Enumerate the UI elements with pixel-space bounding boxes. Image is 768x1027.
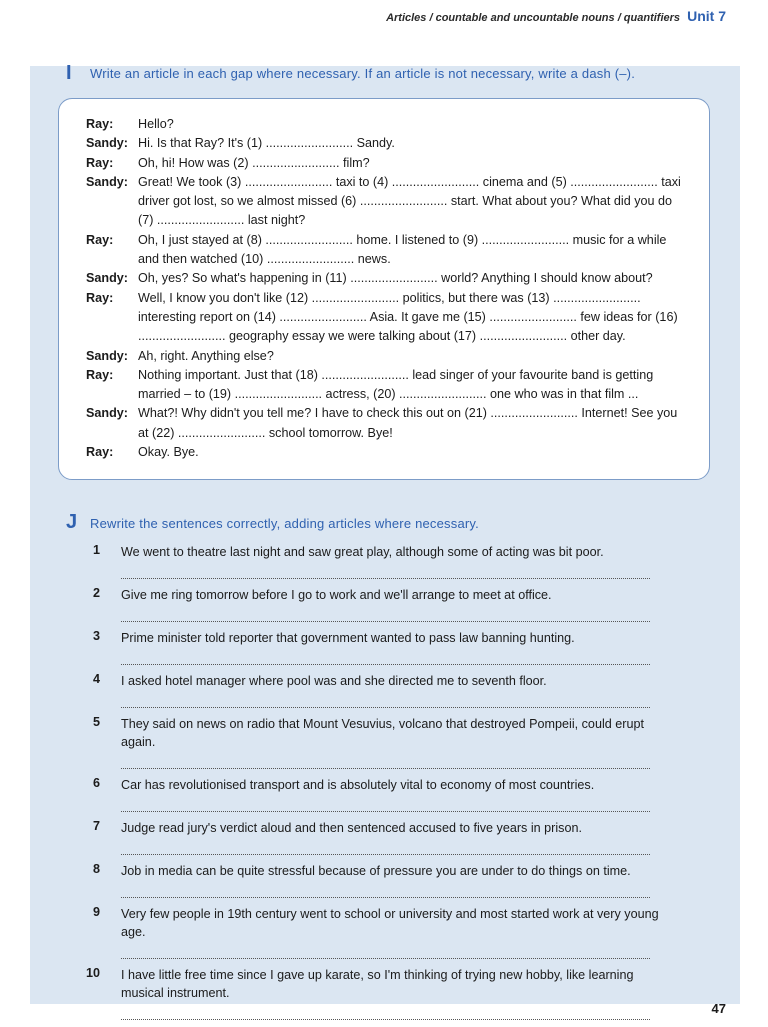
item-sentence: Give me ring tomorrow before I go to work and we'll arrange to meet at office.	[121, 588, 552, 602]
item-number: 10	[85, 966, 100, 980]
dialog-line	[86, 173, 686, 231]
dialog-text: Hi. Is that Ray? It's (1) ......................... Sandy.	[138, 136, 395, 151]
speaker-name: Ray:	[86, 232, 114, 247]
speaker-name: Ray:	[86, 117, 114, 131]
exercise-item	[78, 629, 678, 669]
speaker-name: Ray:	[86, 367, 114, 382]
dialog-text: What?! Why didn't you tell me? I have to check this out on (21) ......................... Internet! See you at (22) ......................... school tomorrow. Bye!	[138, 406, 678, 440]
item-number: 4	[92, 672, 100, 686]
answer-line[interactable]	[121, 604, 650, 622]
item-sentence: Car has revolutionised transport and is absolutely vital to economy of most countries.	[121, 778, 595, 792]
item-content	[121, 672, 678, 712]
item-sentence: Judge read jury's verdict aloud and then sentenced accused to five years in prison.	[121, 821, 582, 835]
section-i-letter: I	[66, 62, 72, 84]
item-number: 7	[92, 819, 100, 833]
item-content	[121, 862, 678, 902]
speaker-name: Sandy:	[86, 348, 128, 363]
item-sentence: Very few people in 19th century went to school or university and most started work at very young age.	[121, 907, 659, 939]
section-j-letter: J	[66, 511, 78, 533]
answer-line[interactable]	[121, 880, 650, 898]
running-header	[386, 8, 726, 24]
dialog-line	[86, 404, 686, 443]
section-j-title: Rewrite the sentences correctly, adding articles where necessary.	[90, 516, 479, 531]
exercise-item	[78, 966, 678, 1024]
page-number: 47	[711, 1001, 726, 1016]
speaker-name: Ray:	[86, 445, 114, 460]
answer-line[interactable]	[121, 837, 650, 855]
speaker-name: Sandy:	[86, 406, 128, 421]
exercise-item	[78, 586, 678, 626]
item-number: 3	[92, 629, 100, 643]
item-content	[121, 966, 678, 1024]
dialog-line	[86, 134, 686, 153]
dialog-line	[86, 115, 686, 134]
item-content	[121, 905, 678, 963]
item-content	[121, 715, 678, 773]
item-number: 1	[92, 543, 100, 557]
dialog-line	[86, 269, 686, 288]
answer-line[interactable]	[121, 941, 650, 959]
dialog	[86, 115, 686, 462]
item-number: 8	[92, 862, 100, 876]
item-sentence: We went to theatre last night and saw great play, although some of acting was bit poor.	[121, 545, 604, 559]
exercise-item	[78, 672, 678, 712]
dialog-text: Great! We took (3) ......................... taxi to (4) ......................... cinema and (5) ......................... taxi driver got lost, so we almost missed (6) ......................... start. What about you? What did you do (7) ......................... last night?	[138, 174, 681, 228]
answer-line[interactable]	[121, 794, 650, 812]
dialog-line	[86, 443, 686, 462]
speaker-name: Ray:	[86, 155, 114, 170]
dialog-text: Oh, hi! How was (2) ......................... film?	[138, 155, 370, 170]
item-sentence: Prime minister told reporter that government wanted to pass law banning hunting.	[121, 631, 575, 645]
answer-line[interactable]	[121, 690, 650, 708]
dialog-line	[86, 366, 686, 405]
exercise-item	[78, 776, 678, 816]
item-number: 5	[92, 715, 100, 729]
dialog-text: Ah, right. Anything else?	[138, 348, 274, 363]
item-content	[121, 629, 678, 669]
header-topic: Articles / countable and uncountable nouns / quantifiers	[386, 12, 681, 24]
exercise-item	[78, 862, 678, 902]
item-content	[121, 586, 678, 626]
dialog-text: Oh, yes? So what's happening in (11) ......................... world? Anything I should know about?	[138, 271, 653, 286]
item-sentence: Job in media can be quite stressful because of pressure you are under to do things on time.	[121, 864, 631, 878]
item-content	[121, 543, 678, 583]
speaker-name: Ray:	[86, 290, 114, 305]
dialog-text: Oh, I just stayed at (8) ......................... home. I listened to (9) ......................... music for a while and then watched (10) ......................... news.	[138, 232, 667, 267]
answer-line[interactable]	[121, 561, 650, 579]
dialog-line	[86, 289, 686, 347]
item-content	[121, 776, 678, 816]
dialog-line	[86, 231, 686, 270]
dialog-line	[86, 347, 686, 366]
speaker-name: Sandy:	[86, 271, 128, 286]
answer-line[interactable]	[121, 1002, 650, 1020]
exercise-list	[78, 543, 678, 1027]
dialog-text: Nothing important. Just that (18) ......................... lead singer of your favourite band is getting married – to (19) ......................... actress, (20) ......................... one who was in that film ...	[138, 367, 654, 402]
item-sentence: I have little free time since I gave up karate, so I'm thinking of trying new hobby, like learning musical instrument.	[121, 968, 634, 1000]
section-i-title: Write an article in each gap where necessary. If an article is not necessary, write a dash (–).	[90, 66, 636, 81]
dialog-text: Okay. Bye.	[138, 445, 199, 460]
item-sentence: I asked hotel manager where pool was and she directed me to seventh floor.	[121, 674, 547, 688]
answer-line[interactable]	[121, 647, 650, 665]
speaker-name: Sandy:	[86, 174, 128, 189]
speaker-name: Sandy:	[86, 136, 128, 151]
header-unit: Unit 7	[687, 8, 726, 24]
item-number: 2	[92, 586, 100, 600]
exercise-item	[78, 905, 678, 963]
dialog-text: Well, I know you don't like (12) ......................... politics, but there was (13) ......................... interesting report on (14) ......................... Asia. It gave me (15) ......................... few ideas for (16) ......................... geography essay we were talking about (17) ......................... other day.	[138, 290, 678, 344]
exercise-item	[78, 543, 678, 583]
item-sentence: They said on news on radio that Mount Vesuvius, volcano that destroyed Pompeii, could erupt again.	[121, 717, 644, 749]
item-number: 6	[92, 776, 100, 790]
item-content	[121, 819, 678, 859]
dialog-line	[86, 154, 686, 173]
dialog-text: Hello?	[138, 117, 174, 131]
item-number: 9	[92, 905, 100, 919]
answer-line[interactable]	[121, 751, 650, 769]
exercise-item	[78, 819, 678, 859]
exercise-item	[78, 715, 678, 773]
